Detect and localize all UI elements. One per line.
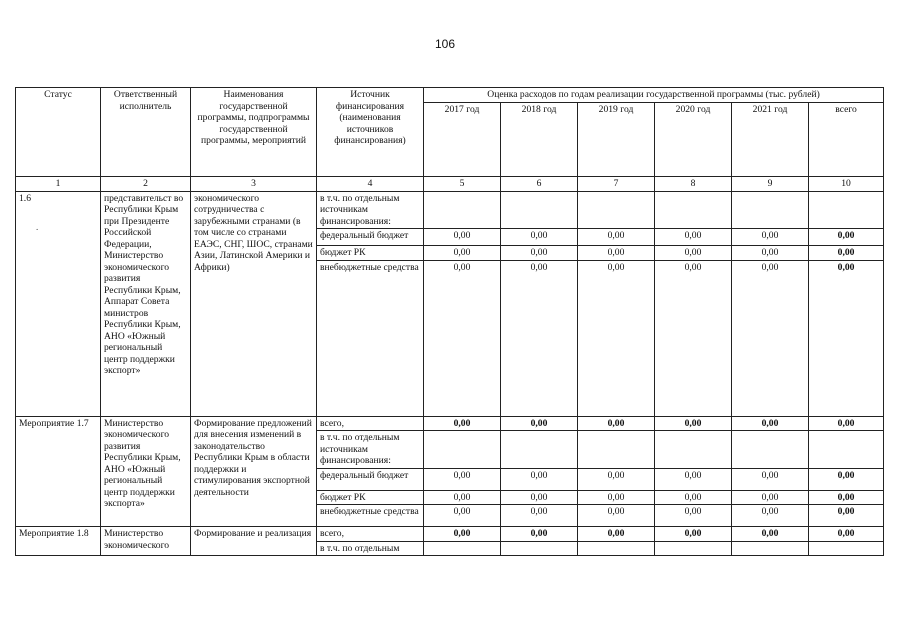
- funding-source: всего,: [317, 527, 424, 542]
- funding-source: бюджет РК: [317, 490, 424, 505]
- value-total: [809, 541, 884, 556]
- value-cell: [501, 541, 578, 556]
- value-cell: 0,00: [578, 260, 655, 416]
- funding-source: внебюджетные средства: [317, 260, 424, 416]
- value-cell: 0,00: [655, 229, 732, 246]
- value-cell: 0,00: [501, 229, 578, 246]
- value-cell: 0,00: [655, 505, 732, 527]
- value-cell: [578, 191, 655, 229]
- value-cell: 0,00: [732, 490, 809, 505]
- column-number: 7: [578, 176, 655, 191]
- value-total: 0,00: [809, 229, 884, 246]
- funding-source: в т.ч. по отдельным источникам финансирования:: [317, 191, 424, 229]
- value-cell: 0,00: [655, 490, 732, 505]
- value-cell: 0,00: [578, 229, 655, 246]
- value-total: 0,00: [809, 246, 884, 261]
- header-year: 2017 год: [424, 102, 501, 176]
- funding-source: федеральный бюджет: [317, 229, 424, 246]
- value-cell: [578, 431, 655, 469]
- value-cell: 0,00: [732, 416, 809, 431]
- column-number: 4: [317, 176, 424, 191]
- header-year: 2020 год: [655, 102, 732, 176]
- value-cell: [732, 431, 809, 469]
- value-cell: [424, 431, 501, 469]
- value-cell: 0,00: [501, 490, 578, 505]
- value-cell: [501, 431, 578, 469]
- value-cell: 0,00: [578, 505, 655, 527]
- value-cell: 0,00: [578, 416, 655, 431]
- section-status: Мероприятие 1.7: [16, 416, 101, 527]
- value-cell: 0,00: [655, 468, 732, 490]
- section-status: 1.6: [16, 191, 101, 416]
- funding-source: в т.ч. по отдельным: [317, 541, 424, 556]
- value-cell: 0,00: [578, 468, 655, 490]
- funding-source: федеральный бюджет: [317, 468, 424, 490]
- value-cell: 0,00: [424, 468, 501, 490]
- column-number: 9: [732, 176, 809, 191]
- value-cell: 0,00: [578, 527, 655, 542]
- value-total: 0,00: [809, 468, 884, 490]
- section-name: Формирование предложений для внесения изменений в законодательство Республики Крым в области поддержки и стимулирования экспортной деятельности: [191, 416, 317, 527]
- header-year: 2019 год: [578, 102, 655, 176]
- value-total: 0,00: [809, 490, 884, 505]
- value-cell: [424, 191, 501, 229]
- column-number: 6: [501, 176, 578, 191]
- column-number: 5: [424, 176, 501, 191]
- section-name: Формирование и реализация: [191, 527, 317, 556]
- value-total: 0,00: [809, 527, 884, 542]
- value-cell: 0,00: [501, 260, 578, 416]
- value-cell: [655, 541, 732, 556]
- funding-source: всего,: [317, 416, 424, 431]
- value-cell: [655, 431, 732, 469]
- column-number: 10: [809, 176, 884, 191]
- section-executor: Министерство экономического: [101, 527, 191, 556]
- header-status: Статус: [16, 88, 101, 177]
- section-executor: представительст во Республики Крым при Президенте Российской Федерации, Министерство экономического развития Республики Крым, Аппарат Совета министров Республики Крым, АНО «Южный региональный центр поддержки экспорт»: [101, 191, 191, 416]
- value-cell: 0,00: [732, 505, 809, 527]
- value-cell: [501, 191, 578, 229]
- header-row: [16, 88, 884, 103]
- value-total: 0,00: [809, 505, 884, 527]
- header-year-total: всего: [809, 102, 884, 176]
- header-name: Наименования государственной программы, подпрограммы государственной программы, мероприятий: [191, 88, 317, 177]
- section-executor: Министерство экономического развития Республики Крым, АНО «Южный региональный центр поддержки экспорта»: [101, 416, 191, 527]
- section-name: экономического сотрудничества с зарубежными странами (в том числе со странами ЕАЭС, СНГ, ШОС, странами Азии, Латинской Америки и Африки): [191, 191, 317, 416]
- value-cell: 0,00: [424, 246, 501, 261]
- header-year: 2018 год: [501, 102, 578, 176]
- value-cell: 0,00: [732, 468, 809, 490]
- column-number: 3: [191, 176, 317, 191]
- table-row: [16, 191, 884, 229]
- value-total: 0,00: [809, 260, 884, 416]
- table-row: [16, 527, 884, 542]
- value-cell: 0,00: [424, 527, 501, 542]
- column-number: 8: [655, 176, 732, 191]
- value-cell: 0,00: [732, 246, 809, 261]
- value-cell: 0,00: [424, 260, 501, 416]
- header-executor: Ответственный исполнитель: [101, 88, 191, 177]
- funding-source: внебюджетные средства: [317, 505, 424, 527]
- header-estimate: Оценка расходов по годам реализации государственной программы (тыс. рублей): [424, 88, 884, 103]
- value-cell: 0,00: [578, 246, 655, 261]
- value-cell: 0,00: [501, 416, 578, 431]
- column-number: 2: [101, 176, 191, 191]
- scan-mark: .: [36, 222, 39, 232]
- column-number: 1: [16, 176, 101, 191]
- table-row: [16, 416, 884, 431]
- header-year: 2021 год: [732, 102, 809, 176]
- column-numbers-row: [16, 176, 884, 191]
- page-number: 106: [434, 37, 456, 51]
- value-cell: [655, 191, 732, 229]
- value-total: [809, 191, 884, 229]
- budget-table: [15, 87, 884, 556]
- value-cell: 0,00: [732, 527, 809, 542]
- funding-source: бюджет РК: [317, 246, 424, 261]
- value-cell: 0,00: [655, 527, 732, 542]
- value-cell: 0,00: [655, 246, 732, 261]
- value-total: 0,00: [809, 416, 884, 431]
- value-cell: 0,00: [501, 527, 578, 542]
- value-cell: 0,00: [732, 260, 809, 416]
- value-cell: 0,00: [501, 246, 578, 261]
- value-cell: [732, 191, 809, 229]
- value-cell: 0,00: [655, 260, 732, 416]
- value-cell: [424, 541, 501, 556]
- value-cell: [732, 541, 809, 556]
- value-cell: 0,00: [655, 416, 732, 431]
- value-cell: 0,00: [732, 229, 809, 246]
- value-cell: 0,00: [501, 505, 578, 527]
- value-cell: 0,00: [501, 468, 578, 490]
- value-cell: 0,00: [424, 229, 501, 246]
- value-cell: [578, 541, 655, 556]
- value-cell: 0,00: [424, 505, 501, 527]
- value-cell: 0,00: [578, 490, 655, 505]
- value-total: [809, 431, 884, 469]
- value-cell: 0,00: [424, 416, 501, 431]
- header-source: Источник финансирования (наименования источников финансирования): [317, 88, 424, 177]
- section-status: Мероприятие 1.8: [16, 527, 101, 556]
- value-cell: 0,00: [424, 490, 501, 505]
- funding-source: в т.ч. по отдельным источникам финансирования:: [317, 431, 424, 469]
